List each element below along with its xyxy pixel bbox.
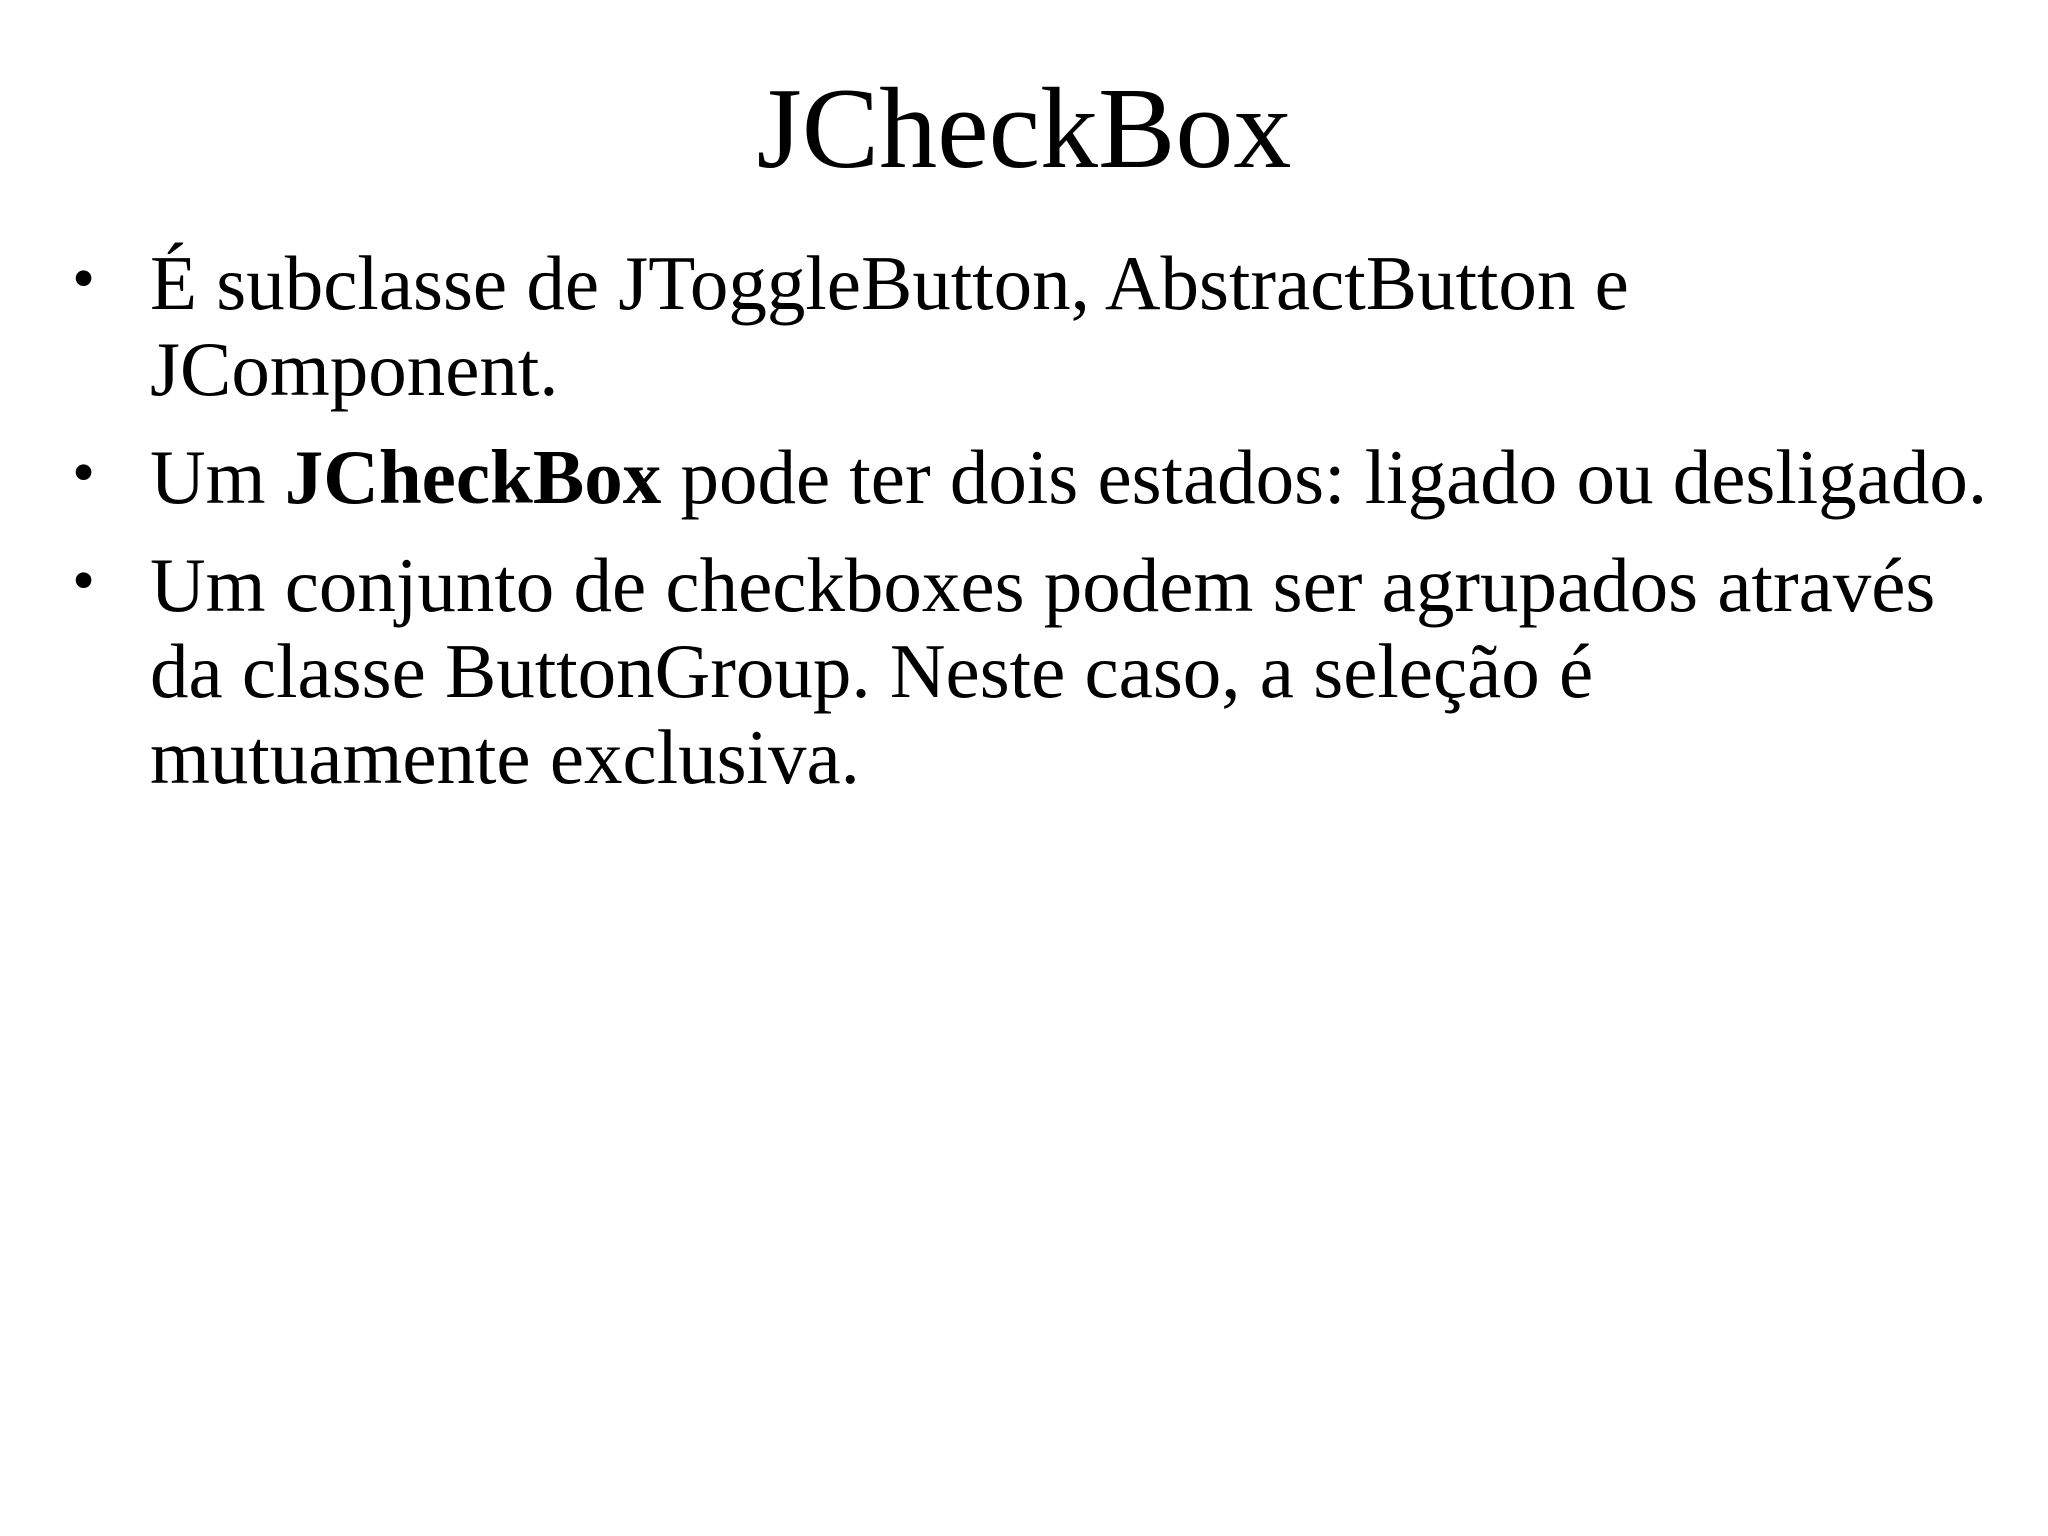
bullet-icon: •: [72, 544, 96, 617]
bullet-text-suffix: pode ter dois estados: ligado ou desligado.: [661, 434, 1988, 520]
bullet-item: [72, 240, 1992, 412]
slide-title: JCheckBox: [756, 65, 1292, 193]
bullet-list: [72, 240, 1992, 822]
bullet-icon: •: [72, 242, 96, 315]
bullet-text: É subclasse de JToggleButton, AbstractButton e JComponent.: [150, 240, 1629, 412]
bullet-item: [72, 434, 1992, 520]
bullet-text: Um conjunto de checkboxes podem ser agrupados através da classe ButtonGroup. Neste caso, a seleção é mutuamente exclusiva.: [150, 542, 1936, 800]
bullet-text-bold: JCheckBox: [284, 434, 662, 520]
bullet-icon: •: [72, 436, 96, 509]
bullet-item: [72, 542, 1992, 800]
bullet-text-prefix: Um: [150, 434, 285, 520]
